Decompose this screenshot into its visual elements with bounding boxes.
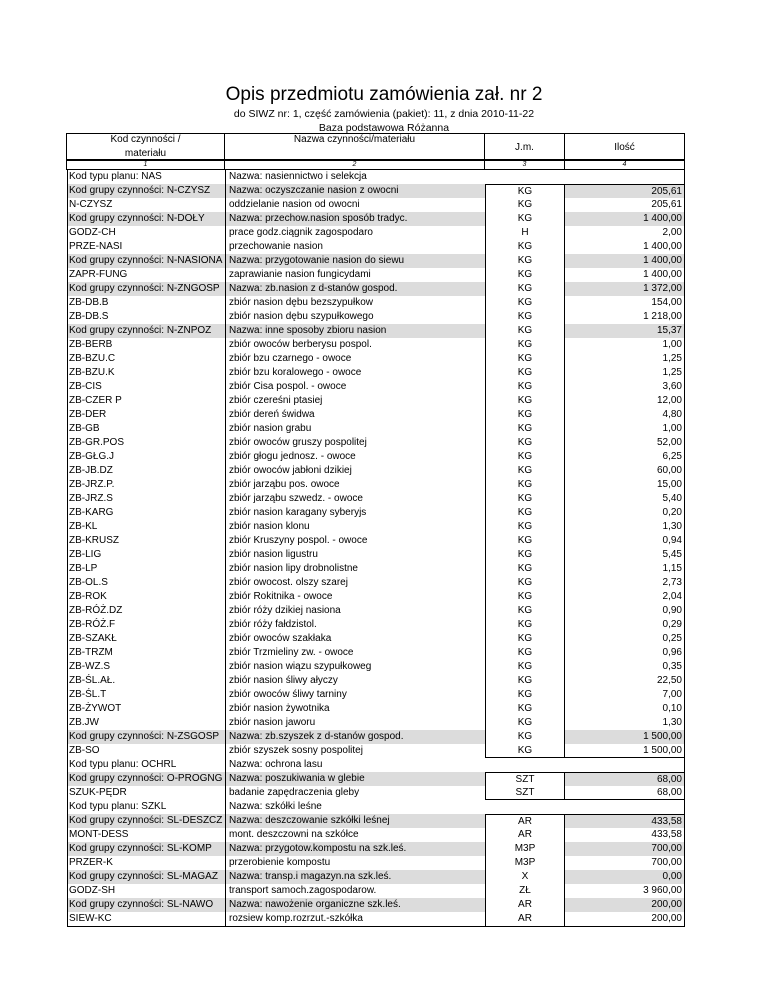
table-row: [67, 758, 685, 772]
row-qty: 68,00: [565, 786, 685, 800]
row-unit: KG: [485, 366, 565, 380]
table-row: [67, 744, 685, 758]
row-name: zbiór Kruszyny pospol. - owoce: [225, 534, 485, 548]
colnum-1: 1: [66, 160, 225, 170]
row-name: oddzielanie nasion od owocni: [225, 198, 485, 212]
row-unit: KG: [485, 478, 565, 492]
table-row: [67, 576, 685, 590]
table-row: [67, 310, 685, 324]
column-numbers: [67, 160, 685, 170]
row-name: Nazwa: przechow.nasion sposób tradyc.: [225, 212, 485, 226]
page-title: Opis przedmiotu zamówienia zał. nr 2: [225, 84, 543, 105]
row-code: Kod grupy czynności: N-NASIONA: [67, 254, 225, 268]
row-unit: KG: [485, 408, 565, 422]
row-qty: 1,30: [565, 520, 685, 534]
table-row: [67, 828, 685, 842]
row-code: N-CZYSZ: [67, 198, 225, 212]
table-row: [67, 240, 685, 254]
table-row: [67, 268, 685, 282]
row-code: ZB-KL: [67, 520, 225, 534]
row-qty: 700,00: [565, 842, 685, 856]
row-name: Nazwa: nawożenie organiczne szk.leś.: [225, 898, 485, 912]
row-code: ZB-BZU.C: [67, 352, 225, 366]
row-name: Nazwa: przygotow.kompostu na szk.leś.: [225, 842, 485, 856]
row-qty: 1 400,00: [565, 240, 685, 254]
row-code: GODZ-CH: [67, 226, 225, 240]
table-row: [67, 730, 685, 744]
row-qty: 22,50: [565, 674, 685, 688]
header-name: Nazwa czynności/materiału: [224, 133, 485, 160]
row-unit: KG: [485, 198, 565, 212]
row-qty: 205,61: [565, 198, 685, 212]
page-subtitle: do SIWZ nr: 1, część zamówienia (pakiet): 11, z dnia 2010-11-22: [233, 108, 535, 120]
row-unit: H: [485, 226, 565, 240]
row-qty: 60,00: [565, 464, 685, 478]
colnum-2: 2: [224, 160, 485, 170]
row-qty: 0,35: [565, 660, 685, 674]
row-qty: 1 400,00: [565, 268, 685, 282]
row-unit: KG: [485, 548, 565, 562]
table-row: [67, 226, 685, 240]
row-code: ZB-JRZ.S: [67, 492, 225, 506]
row-code: Kod typu planu: NAS: [67, 170, 225, 184]
row-qty: 6,25: [565, 450, 685, 464]
row-name: Nazwa: deszczowanie szkółki leśnej: [225, 814, 485, 828]
row-unit: KG: [485, 618, 565, 632]
row-name: zaprawianie nasion fungicydami: [225, 268, 485, 282]
row-qty: 15,37: [565, 324, 685, 338]
row-name: zbiór nasion żywotnika: [225, 702, 485, 716]
row-unit: ZŁ: [485, 884, 565, 898]
row-name: zbiór owoców gruszy pospolitej: [225, 436, 485, 450]
row-name: rozsiew komp.rozrzut.-szkółka: [225, 912, 485, 927]
table-row: [67, 366, 685, 380]
row-qty: 1,00: [565, 422, 685, 436]
row-unit: KG: [485, 646, 565, 660]
row-name: zbiór nasion śliwy ałyczy: [225, 674, 485, 688]
row-qty: 154,00: [565, 296, 685, 310]
table-row: [67, 674, 685, 688]
header-code-line2: materiału: [124, 148, 167, 159]
row-code: ZB-TRZM: [67, 646, 225, 660]
row-qty: 1 218,00: [565, 310, 685, 324]
row-unit: KG: [485, 464, 565, 478]
table-row: [67, 422, 685, 436]
row-unit: M3P: [485, 856, 565, 870]
row-unit: AR: [485, 814, 565, 828]
row-qty: 205,61: [565, 184, 685, 198]
row-qty: 1,25: [565, 352, 685, 366]
row-code: PRZE-NASI: [67, 240, 225, 254]
row-qty: 200,00: [565, 898, 685, 912]
row-name: zbiór nasion wiązu szypułkoweg: [225, 660, 485, 674]
row-qty: 5,45: [565, 548, 685, 562]
row-unit: KG: [485, 534, 565, 548]
row-unit: KG: [485, 352, 565, 366]
row-unit: KG: [485, 674, 565, 688]
table-row: [67, 786, 685, 800]
row-code: ZB-KARG: [67, 506, 225, 520]
row-unit: KG: [485, 716, 565, 730]
row-qty: 1 500,00: [565, 730, 685, 744]
row-unit: KG: [485, 730, 565, 744]
table-row: [67, 212, 685, 226]
table-row: [67, 478, 685, 492]
row-code: ZB-DER: [67, 408, 225, 422]
row-code: ZB-ŚL.T: [67, 688, 225, 702]
table-row: [67, 282, 685, 296]
row-name: Nazwa: oczyszczanie nasion z owocni: [225, 184, 485, 198]
row-qty: 4,80: [565, 408, 685, 422]
row-qty: 5,40: [565, 492, 685, 506]
row-unit: KG: [485, 436, 565, 450]
row-qty: 0,94: [565, 534, 685, 548]
row-qty: 68,00: [565, 772, 685, 786]
row-code: Kod grupy czynności: O-PROGNG: [67, 772, 225, 786]
row-code: Kod grupy czynności: N-ZNPOZ: [67, 324, 225, 338]
row-code: ZB-ROK: [67, 590, 225, 604]
row-unit: M3P: [485, 842, 565, 856]
row-unit: [485, 758, 565, 772]
row-name: zbiór nasion ligustru: [225, 548, 485, 562]
row-unit: KG: [485, 380, 565, 394]
row-code: ZB-CZER P: [67, 394, 225, 408]
row-qty: 1,25: [565, 366, 685, 380]
row-name: Nazwa: zb.nasion z d-stanów gospod.: [225, 282, 485, 296]
row-qty: 0,10: [565, 702, 685, 716]
row-code: ZB-SO: [67, 744, 225, 758]
row-qty: 200,00: [565, 912, 685, 927]
row-name: badanie zapędraczenia gleby: [225, 786, 485, 800]
row-unit: SZT: [485, 772, 565, 786]
row-qty: 1 500,00: [565, 744, 685, 758]
row-unit: X: [485, 870, 565, 884]
row-name: zbiór jarząbu szwedz. - owoce: [225, 492, 485, 506]
row-name: Nazwa: nasiennictwo i selekcja: [225, 170, 485, 184]
row-unit: KG: [485, 422, 565, 436]
row-name: zbiór róży dzikiej nasiona: [225, 604, 485, 618]
row-code: ZB-ŚL.AŁ.: [67, 674, 225, 688]
row-code: ZB-BERB: [67, 338, 225, 352]
row-name: zbiór nasion dębu bezszypułkow: [225, 296, 485, 310]
row-unit: KG: [485, 576, 565, 590]
row-qty: 1,30: [565, 716, 685, 730]
row-name: zbiór nasion karagany syberyjs: [225, 506, 485, 520]
row-code: Kod grupy czynności: SL-DESZCZ: [67, 814, 225, 828]
row-code: ZB-LIG: [67, 548, 225, 562]
table-row: [67, 464, 685, 478]
row-code: ZB-GŁG.J: [67, 450, 225, 464]
header-code: [66, 133, 225, 160]
row-name: zbiór głogu jednosz. - owoce: [225, 450, 485, 464]
row-qty: 0,90: [565, 604, 685, 618]
row-code: ZB-ŻYWOT: [67, 702, 225, 716]
table-row: [67, 898, 685, 912]
row-qty: 0,29: [565, 618, 685, 632]
row-unit: KG: [485, 492, 565, 506]
table-row: [67, 660, 685, 674]
row-qty: 2,00: [565, 226, 685, 240]
table-row: [67, 492, 685, 506]
row-code: ZB-BZU.K: [67, 366, 225, 380]
row-name: Nazwa: inne sposoby zbioru nasion: [225, 324, 485, 338]
row-code: Kod grupy czynności: SL-MAGAZ: [67, 870, 225, 884]
table-header: [67, 133, 685, 160]
row-qty: 3,60: [565, 380, 685, 394]
row-qty: 3 960,00: [565, 884, 685, 898]
table-row: [67, 716, 685, 730]
row-code: ZB-GB: [67, 422, 225, 436]
row-name: Nazwa: szkółki leśne: [225, 800, 485, 814]
row-qty: 1 372,00: [565, 282, 685, 296]
row-qty: 52,00: [565, 436, 685, 450]
table-row: [67, 912, 685, 926]
row-code: Kod grupy czynności: N-ZSGOSP: [67, 730, 225, 744]
header-code-line1: Kod czynności /: [110, 134, 181, 145]
table-row: [67, 856, 685, 870]
row-unit: AR: [485, 828, 565, 842]
row-qty: [565, 170, 685, 184]
row-name: Nazwa: przygotowanie nasion do siewu: [225, 254, 485, 268]
table-row: [67, 646, 685, 660]
row-code: ZB-OL.S: [67, 576, 225, 590]
row-unit: KG: [485, 632, 565, 646]
row-unit: KG: [485, 590, 565, 604]
row-unit: [485, 170, 565, 184]
row-qty: [565, 800, 685, 814]
row-code: PRZER-K: [67, 856, 225, 870]
header-unit: J.m.: [484, 133, 565, 160]
row-qty: 433,58: [565, 828, 685, 842]
row-name: zbiór Trzmieliny zw. - owoce: [225, 646, 485, 660]
row-name: zbiór dereń świdwa: [225, 408, 485, 422]
row-unit: KG: [485, 506, 565, 520]
base-name: Baza podstawowa Różanna: [318, 122, 450, 134]
row-unit: AR: [485, 898, 565, 912]
table-row: [67, 590, 685, 604]
row-code: ZB-GR.POS: [67, 436, 225, 450]
row-name: zbiór Cisa pospol. - owoce: [225, 380, 485, 394]
row-code: ZB-WZ.S: [67, 660, 225, 674]
row-unit: [485, 800, 565, 814]
table-row: [67, 324, 685, 338]
row-code: ZB-RÓŻ.F: [67, 618, 225, 632]
row-name: transport samoch.zagospodarow.: [225, 884, 485, 898]
table-row: [67, 520, 685, 534]
table-row: [67, 170, 685, 184]
table-row: [67, 604, 685, 618]
row-name: przechowanie nasion: [225, 240, 485, 254]
row-name: przerobienie kompostu: [225, 856, 485, 870]
row-unit: AR: [485, 912, 565, 927]
row-name: zbiór owoców jabłoni dzikiej: [225, 464, 485, 478]
row-name: zbiór nasion grabu: [225, 422, 485, 436]
row-code: ZB-JB.DZ: [67, 464, 225, 478]
table-row: [67, 870, 685, 884]
row-qty: 12,00: [565, 394, 685, 408]
row-name: Nazwa: zb.szyszek z d-stanów gospod.: [225, 730, 485, 744]
row-name: zbiór róży fałdzistol.: [225, 618, 485, 632]
row-name: zbiór owocost. olszy szarej: [225, 576, 485, 590]
row-code: SIEW-KC: [67, 912, 225, 927]
row-name: zbiór szyszek sosny pospolitej: [225, 744, 485, 758]
row-name: zbiór owoców śliwy tarniny: [225, 688, 485, 702]
row-qty: 0,20: [565, 506, 685, 520]
table-row: [67, 632, 685, 646]
table-row: [67, 702, 685, 716]
row-unit: KG: [485, 604, 565, 618]
header-qty: Ilość: [564, 133, 685, 160]
row-unit: SZT: [485, 786, 565, 800]
row-name: prace godz.ciągnik zagospodaro: [225, 226, 485, 240]
row-qty: 7,00: [565, 688, 685, 702]
row-name: Nazwa: ochrona lasu: [225, 758, 485, 772]
row-qty: [565, 758, 685, 772]
table-row: [67, 296, 685, 310]
row-code: ZB.JW: [67, 716, 225, 730]
table-row: [67, 394, 685, 408]
row-code: Kod typu planu: OCHRL: [67, 758, 225, 772]
table-row: [67, 884, 685, 898]
table-row: [67, 800, 685, 814]
colnum-4: 4: [564, 160, 685, 170]
row-name: zbiór nasion klonu: [225, 520, 485, 534]
row-unit: KG: [485, 688, 565, 702]
row-code: ZB-SZAKŁ: [67, 632, 225, 646]
row-unit: KG: [485, 660, 565, 674]
row-name: zbiór owoców szakłaka: [225, 632, 485, 646]
row-name: zbiór czereśni ptasiej: [225, 394, 485, 408]
table-row: [67, 408, 685, 422]
colnum-3: 3: [484, 160, 565, 170]
table-row: [67, 534, 685, 548]
row-qty: 15,00: [565, 478, 685, 492]
table-row: [67, 772, 685, 786]
table-row: [67, 450, 685, 464]
row-unit: KG: [485, 702, 565, 716]
row-unit: KG: [485, 268, 565, 282]
table-row: [67, 548, 685, 562]
row-unit: KG: [485, 254, 565, 268]
table-row: [67, 338, 685, 352]
row-unit: KG: [485, 520, 565, 534]
row-name: zbiór bzu czarnego - owoce: [225, 352, 485, 366]
row-code: ZB-JRZ.P.: [67, 478, 225, 492]
row-name: zbiór jarząbu pos. owoce: [225, 478, 485, 492]
row-name: zbiór nasion lipy drobnolistne: [225, 562, 485, 576]
row-code: Kod typu planu: SZKL: [67, 800, 225, 814]
row-qty: 0,25: [565, 632, 685, 646]
table-row: [67, 688, 685, 702]
row-qty: 1 400,00: [565, 212, 685, 226]
row-code: Kod grupy czynności: N-CZYSZ: [67, 184, 225, 198]
row-unit: KG: [485, 184, 565, 198]
row-code: Kod grupy czynności: N-DOŁY: [67, 212, 225, 226]
row-unit: KG: [485, 310, 565, 324]
row-code: Kod grupy czynności: SL-KOMP: [67, 842, 225, 856]
table-row: [67, 842, 685, 856]
row-name: zbiór owoców berberysu pospol.: [225, 338, 485, 352]
row-code: Kod grupy czynności: SL-NAWO: [67, 898, 225, 912]
table-row: [67, 436, 685, 450]
row-qty: 0,96: [565, 646, 685, 660]
row-unit: KG: [485, 744, 565, 758]
row-unit: KG: [485, 296, 565, 310]
row-code: ZB-LP: [67, 562, 225, 576]
row-name: mont. deszczowni na szkółce: [225, 828, 485, 842]
table-row: [67, 352, 685, 366]
row-name: Nazwa: transp.i magazyn.na szk.leś.: [225, 870, 485, 884]
row-qty: 700,00: [565, 856, 685, 870]
row-unit: KG: [485, 282, 565, 296]
row-name: zbiór nasion dębu szypułkowego: [225, 310, 485, 324]
table-row: [67, 562, 685, 576]
row-qty: 2,04: [565, 590, 685, 604]
row-code: ZB-CIS: [67, 380, 225, 394]
row-qty: 1,00: [565, 338, 685, 352]
row-unit: KG: [485, 212, 565, 226]
row-name: zbiór Rokitnika - owoce: [225, 590, 485, 604]
table-row: [67, 254, 685, 268]
row-qty: 0,00: [565, 870, 685, 884]
row-code: Kod grupy czynności: N-ZNGOSP: [67, 282, 225, 296]
table-row: [67, 184, 685, 198]
row-code: MONT-DESS: [67, 828, 225, 842]
row-qty: 433,58: [565, 814, 685, 828]
row-qty: 2,73: [565, 576, 685, 590]
table-row: [67, 198, 685, 212]
table-row: [67, 506, 685, 520]
row-code: ZB-KRUSZ: [67, 534, 225, 548]
row-code: GODZ-SH: [67, 884, 225, 898]
row-code: ZB-DB.B: [67, 296, 225, 310]
row-unit: KG: [485, 394, 565, 408]
row-name: Nazwa: poszukiwania w glebie: [225, 772, 485, 786]
row-unit: KG: [485, 338, 565, 352]
row-code: ZB-DB.S: [67, 310, 225, 324]
table-row: [67, 814, 685, 828]
row-qty: 1 400,00: [565, 254, 685, 268]
row-code: ZB-RÓŻ.DZ: [67, 604, 225, 618]
table-row: [67, 380, 685, 394]
table-row: [67, 618, 685, 632]
row-unit: KG: [485, 324, 565, 338]
row-unit: KG: [485, 240, 565, 254]
row-qty: 1,15: [565, 562, 685, 576]
row-unit: KG: [485, 450, 565, 464]
row-unit: KG: [485, 562, 565, 576]
row-name: zbiór nasion jaworu: [225, 716, 485, 730]
row-code: ZAPR-FUNG: [67, 268, 225, 282]
row-name: zbiór bzu koralowego - owoce: [225, 366, 485, 380]
row-code: SZUK-PĘDR: [67, 786, 225, 800]
